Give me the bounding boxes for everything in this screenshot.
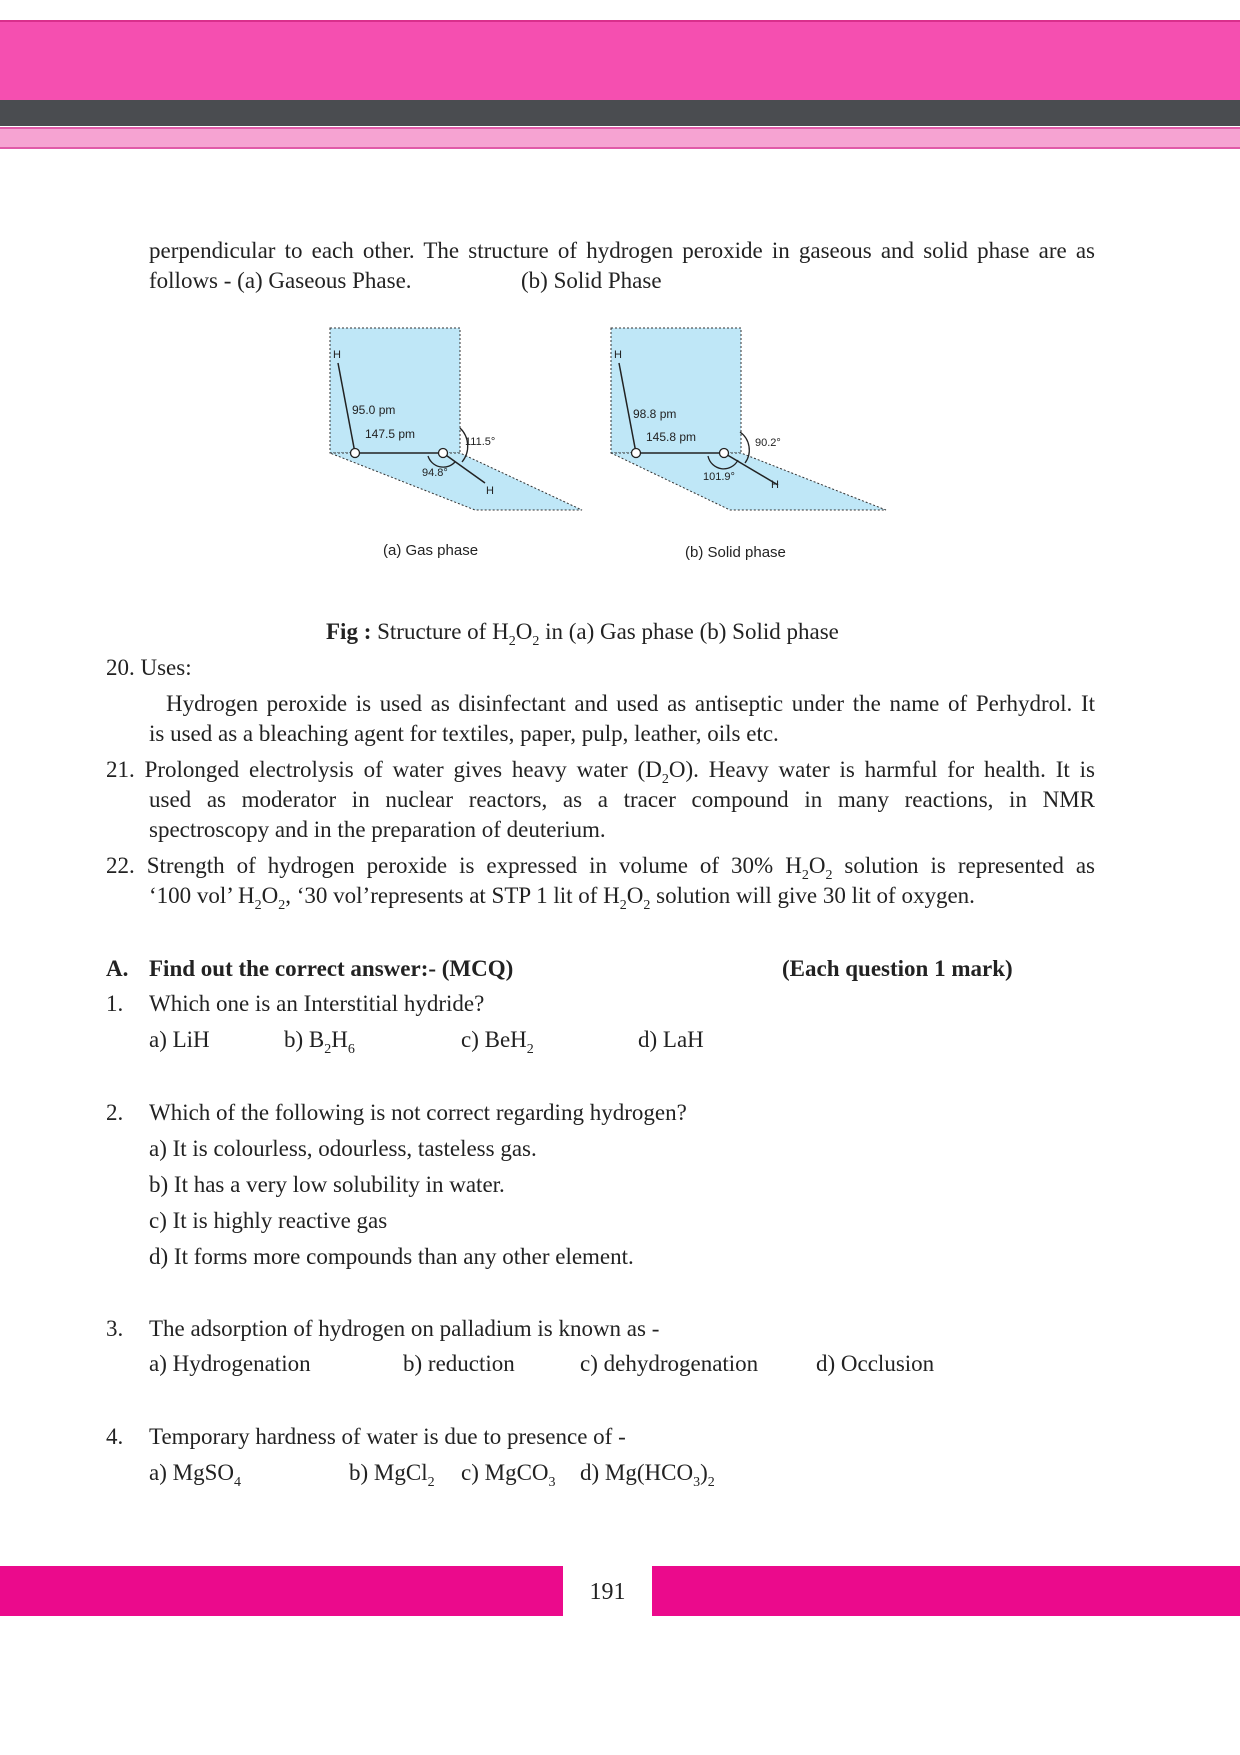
q3-option-d: d) Occlusion: [816, 1351, 935, 1376]
solid-bond-angle: 101.9°: [703, 471, 735, 483]
gas-dihedral: 111.5°: [465, 436, 496, 448]
gas-atom-h2: H: [486, 485, 494, 497]
q1-option-a: a) LiH: [149, 1027, 210, 1052]
item-21-line-2: used as moderator in nuclear reactors, as a tracer compound in many reactions, in NMR: [149, 787, 1095, 812]
intro-solid-phase: (b) Solid Phase: [521, 268, 662, 293]
q3-option-c: c) dehydrogenation: [580, 1351, 759, 1376]
header-dark-band: [0, 100, 1240, 126]
intro-line-1: perpendicular to each other. The structure of hydrogen peroxide in gaseous and solid phase are as: [149, 238, 1095, 263]
mcq-section-label: A.: [106, 956, 129, 981]
q4-option-a: a) MgSO$_4$: [149, 1460, 241, 1490]
q2-option-b: b) It has a very low solubility in water.: [149, 1172, 505, 1197]
solid-oh-length: 98.8 pm: [633, 407, 677, 421]
uses-line-1: Hydrogen peroxide is used as disinfectant and used as antiseptic under the name of Perhydrol. It: [166, 691, 1095, 716]
uses-heading: 20. Uses:: [106, 655, 192, 680]
q4-option-b: b) MgCl$_2$: [349, 1460, 435, 1490]
item-22-line-2: ‘100 vol’ $H_2O_2$, ‘30 vol’represents at STP 1 lit of $H_2O_2$ solution will give 30 lit of oxygen.: [149, 883, 975, 913]
q4-option-c: c) MgCO$_3$: [461, 1460, 556, 1490]
gas-caption: (a) Gas phase: [383, 542, 479, 559]
q3-option-b: b) reduction: [403, 1351, 515, 1376]
intro-gas-phase: follows - (a) Gaseous Phase.: [149, 268, 412, 293]
solid-atom-h2: H: [771, 479, 779, 491]
solid-caption: (b) Solid phase: [685, 544, 786, 561]
q1-text: Which one is an Interstitial hydride?: [149, 991, 485, 1016]
q1-option-b: b) $B_2H_6$: [284, 1027, 355, 1057]
figure-caption: Fig : Structure of $H_2O_2$ in (a) Gas phase (b) Solid phase: [326, 619, 839, 649]
page-number: 191: [589, 1579, 626, 1605]
gas-oh-length: 95.0 pm: [352, 403, 396, 417]
q2-text: Which of the following is not correct regarding hydrogen?: [149, 1100, 687, 1125]
q1-number: 1.: [106, 991, 124, 1016]
q4-option-d: d) $Mg(HCO_3)_2$: [580, 1460, 715, 1490]
gas-oo-length: 147.5 pm: [365, 427, 416, 441]
solid-phase-diagram: [611, 328, 886, 561]
q4-number: 4.: [106, 1424, 124, 1449]
item-21-line-3: spectroscopy and in the preparation of deuterium.: [149, 817, 606, 842]
q2-option-d: d) It forms more compounds than any other element.: [149, 1244, 634, 1269]
gas-bond-angle: 94.8°: [422, 467, 448, 479]
footer-pink-band-right: [652, 1566, 1240, 1616]
mcq-marks: (Each question 1 mark): [782, 956, 1013, 981]
item-21-line-1: 21. Prolonged electrolysis of water gives heavy water $(D_2O)$. Heavy water is harmful for health. It is: [106, 757, 1095, 787]
solid-atom-h1: H: [614, 349, 622, 361]
uses-line-2: is used as a bleaching agent for textiles, paper, pulp, leather, oils etc.: [149, 721, 779, 746]
q2-option-c: c) It is highly reactive gas: [149, 1208, 388, 1233]
q3-number: 3.: [106, 1316, 124, 1341]
q2-number: 2.: [106, 1100, 124, 1125]
solid-dihedral: 90.2°: [755, 437, 781, 449]
footer-pink-band-left: [0, 1566, 563, 1616]
gas-atom-h1: H: [333, 349, 341, 361]
q1-option-d: d) LaH: [638, 1027, 704, 1052]
solid-oo-length: 145.8 pm: [646, 430, 697, 444]
gas-phase-diagram: [330, 328, 582, 559]
q2-option-a: a) It is colourless, odourless, tasteless gas.: [149, 1136, 537, 1161]
q3-option-a: a) Hydrogenation: [149, 1351, 311, 1376]
header-light-band: [0, 127, 1240, 149]
item-22-line-1: 22. Strength of hydrogen peroxide is expressed in volume of 30% $H_2O_2$ solution is represented as: [106, 853, 1095, 883]
q3-text: The adsorption of hydrogen on palladium is known as -: [149, 1316, 660, 1341]
q4-text: Temporary hardness of water is due to presence of -: [149, 1424, 626, 1449]
q1-option-c: c) BeH$_2$: [461, 1027, 534, 1057]
mcq-heading: Find out the correct answer:- (MCQ): [149, 956, 514, 981]
h2o2-structure-figure: [310, 310, 910, 580]
header-pink-band: [0, 20, 1240, 102]
